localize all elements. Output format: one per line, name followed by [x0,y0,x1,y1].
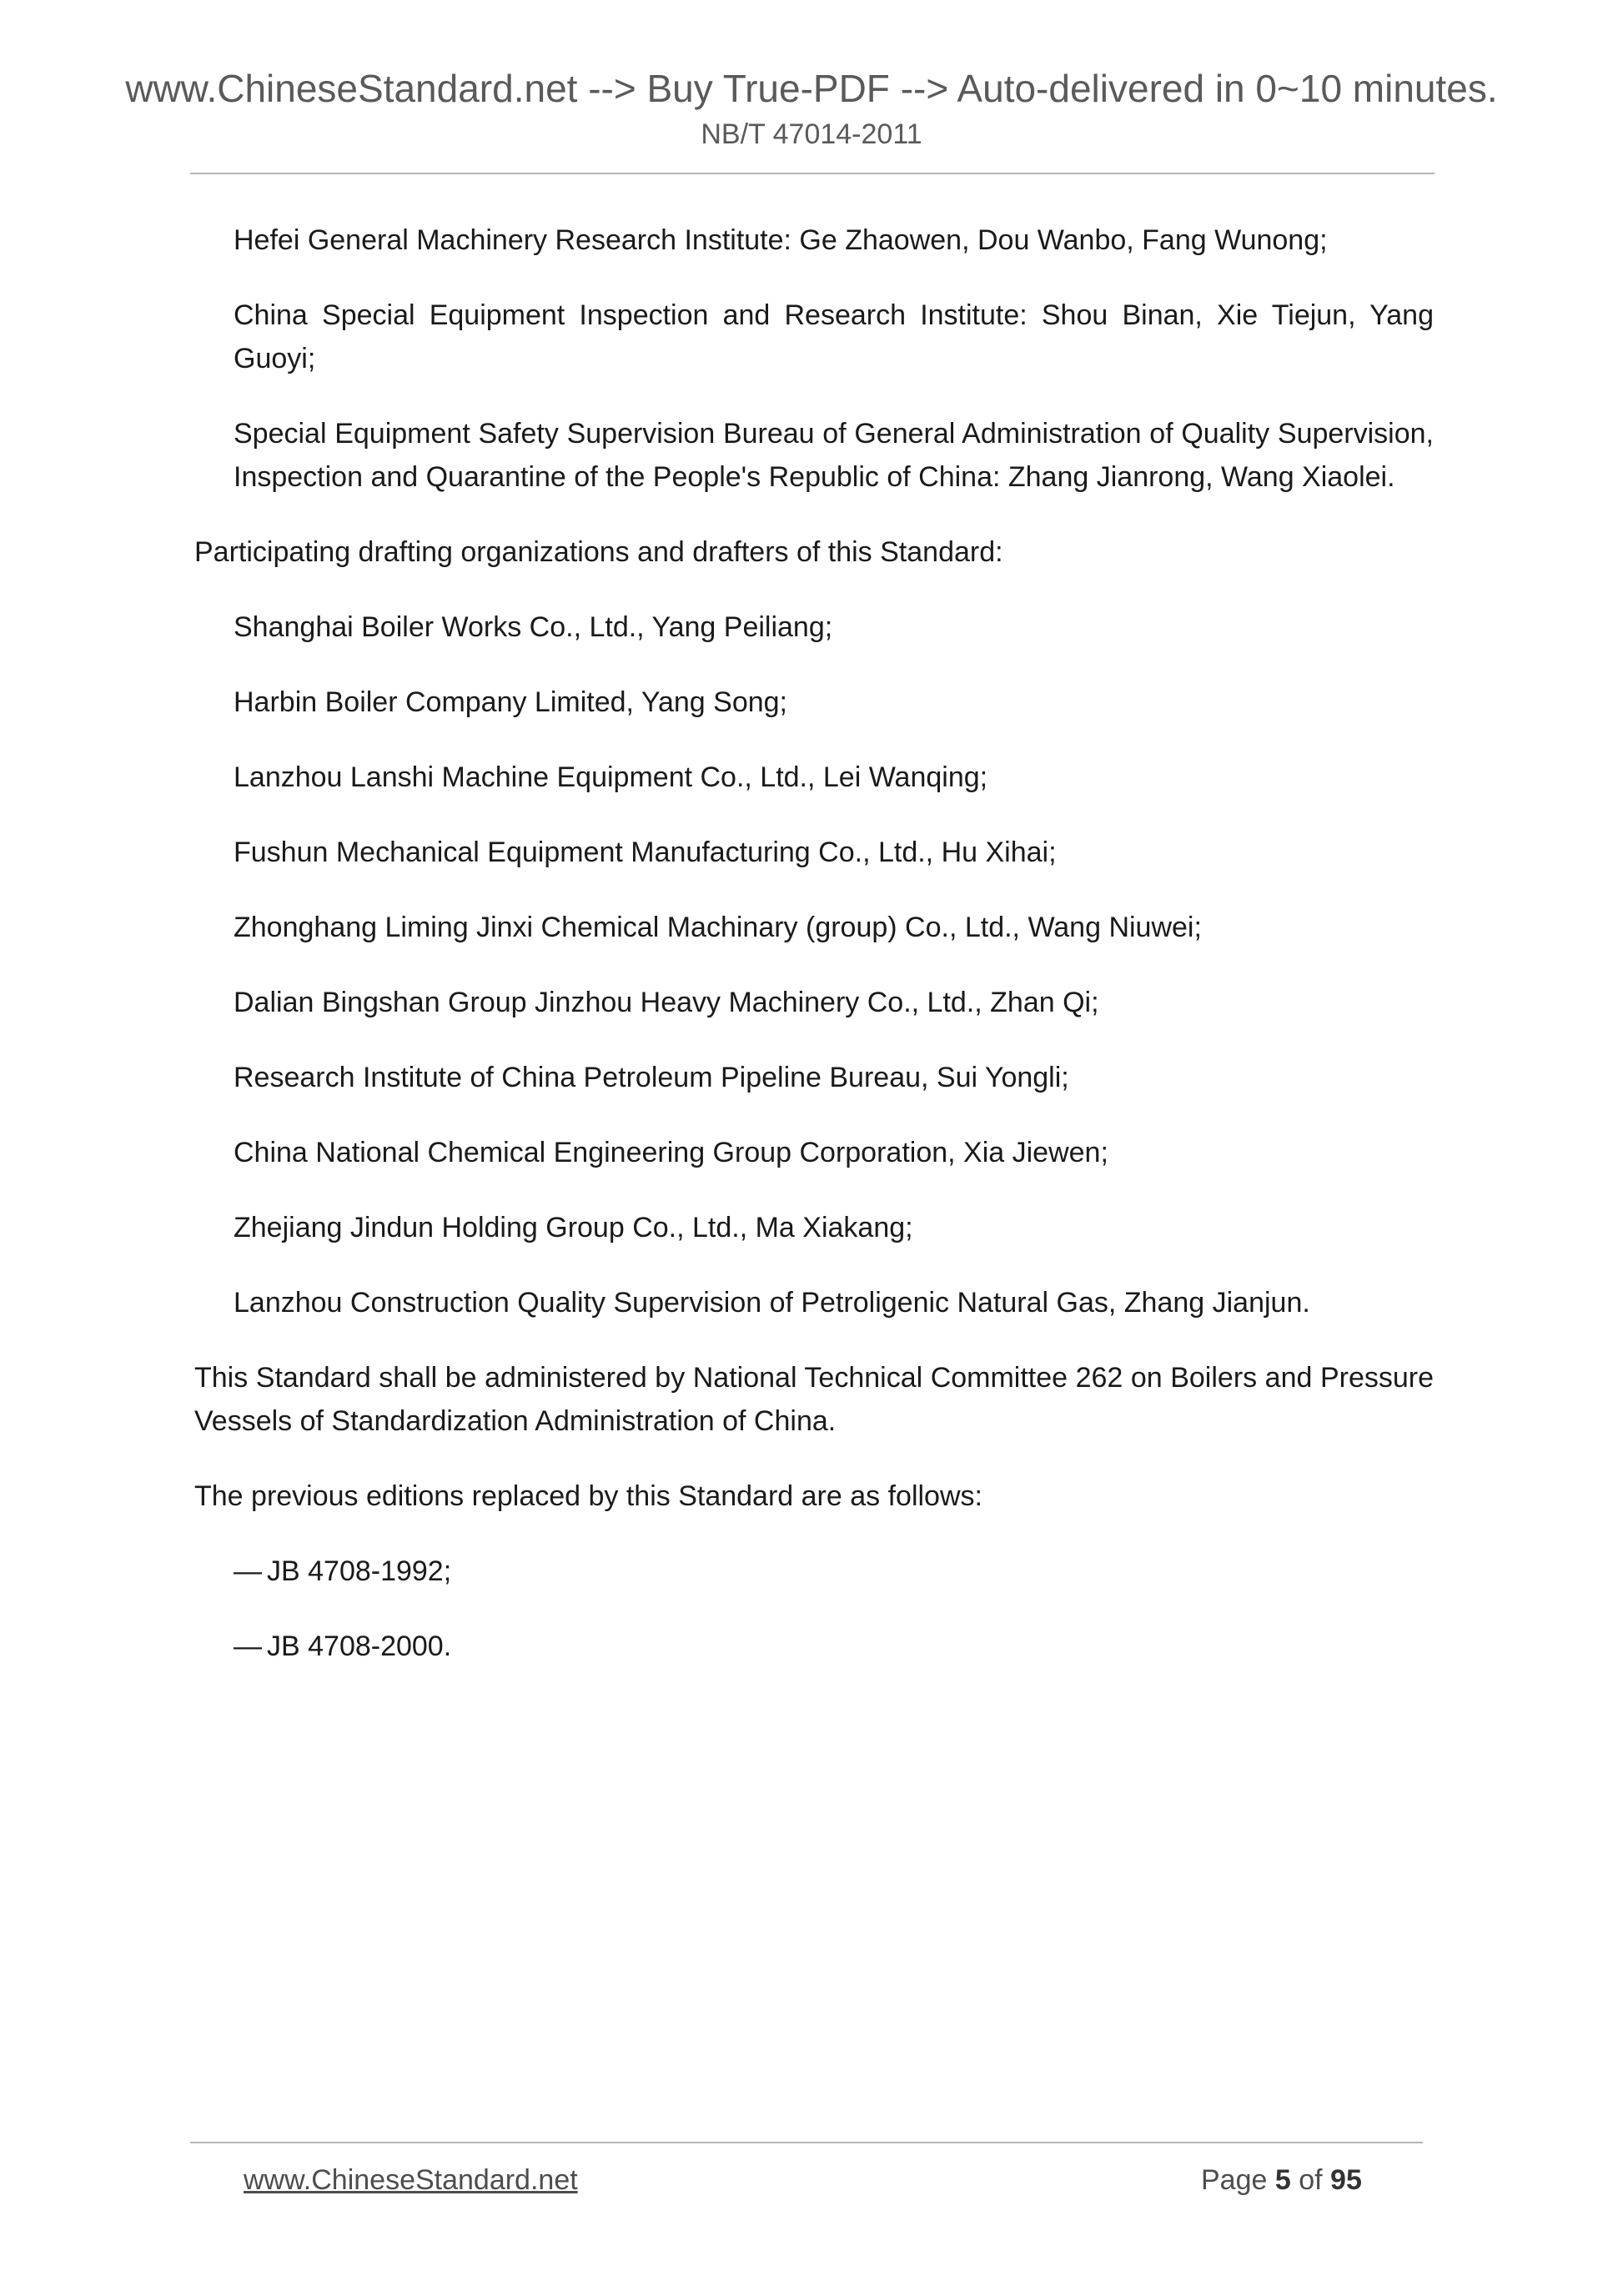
standard-code: NB/T 47014-2011 [701,118,922,150]
document-body [194,219,1434,1700]
participant-entry: Fushun Mechanical Equipment Manufacturing Co., Ltd., Hu Xihai; [234,837,1057,868]
drafter-entry: China Special Equipment Inspection and Research Institute: Shou Binan, Xie Tiejun, Yang Guoyi; [234,299,1434,374]
participating-heading: Participating drafting organizations and drafters of this Standard: [194,536,1003,568]
participant-entry: Lanzhou Lanshi Machine Equipment Co., Ltd., Lei Wanqing; [234,761,988,793]
participant-entry: Zhonghang Liming Jinxi Chemical Machinary (group) Co., Ltd., Wang Niuwei; [234,912,1202,943]
participant-entry: Lanzhou Construction Quality Supervision of Petroligenic Natural Gas, Zhang Jianjun. [234,1287,1310,1319]
participant-entry: Harbin Boiler Company Limited, Yang Song; [234,686,787,718]
previous-edition-text: JB 4708-1992; [267,1555,452,1587]
footer-divider [190,2142,1423,2143]
drafter-entry: Hefei General Machinery Research Institute: Ge Zhaowen, Dou Wanbo, Fang Wunong; [234,224,1328,256]
drafter-entry: Special Equipment Safety Supervision Bureau of General Administration of Quality Supervision, Inspection and Quarantine of the People's Republic of China: Zhang Jianrong, Wang Xiaolei. [234,418,1434,493]
participant-entry: Zhejiang Jindun Holding Group Co., Ltd., Ma Xiakang; [234,1212,913,1243]
participant-entry: Dalian Bingshan Group Jinzhou Heavy Machinery Co., Ltd., Zhan Qi; [234,987,1099,1018]
header-banner: www.ChineseStandard.net --> Buy True-PDF --> Auto-delivered in 0~10 minutes. [125,67,1498,110]
previous-editions-heading: The previous editions replaced by this Standard are as follows: [194,1480,982,1512]
page-current: 5 [1274,2164,1291,2196]
page-of: of [1299,2164,1323,2196]
page-total: 95 [1330,2164,1362,2196]
previous-edition-item [194,1550,1434,1593]
dash-marker: — [234,1555,262,1587]
page-number [1201,2162,1362,2198]
footer-website-link[interactable]: www.ChineseStandard.net [244,2164,578,2196]
participant-entry: China National Chemical Engineering Group Corporation, Xia Jiewen; [234,1137,1108,1168]
administration-paragraph: This Standard shall be administered by National Technical Committee 262 on Boilers and Pressure Vessels of Standardization Administration of China. [194,1362,1434,1437]
page-prefix: Page [1201,2164,1268,2196]
participant-entry: Shanghai Boiler Works Co., Ltd., Yang Peiliang; [234,611,833,643]
dash-marker: — [234,1630,262,1662]
previous-edition-text: JB 4708-2000. [267,1630,452,1662]
header-divider [190,173,1435,174]
participant-entry: Research Institute of China Petroleum Pipeline Bureau, Sui Yongli; [234,1062,1069,1093]
previous-edition-item [194,1625,1434,1668]
